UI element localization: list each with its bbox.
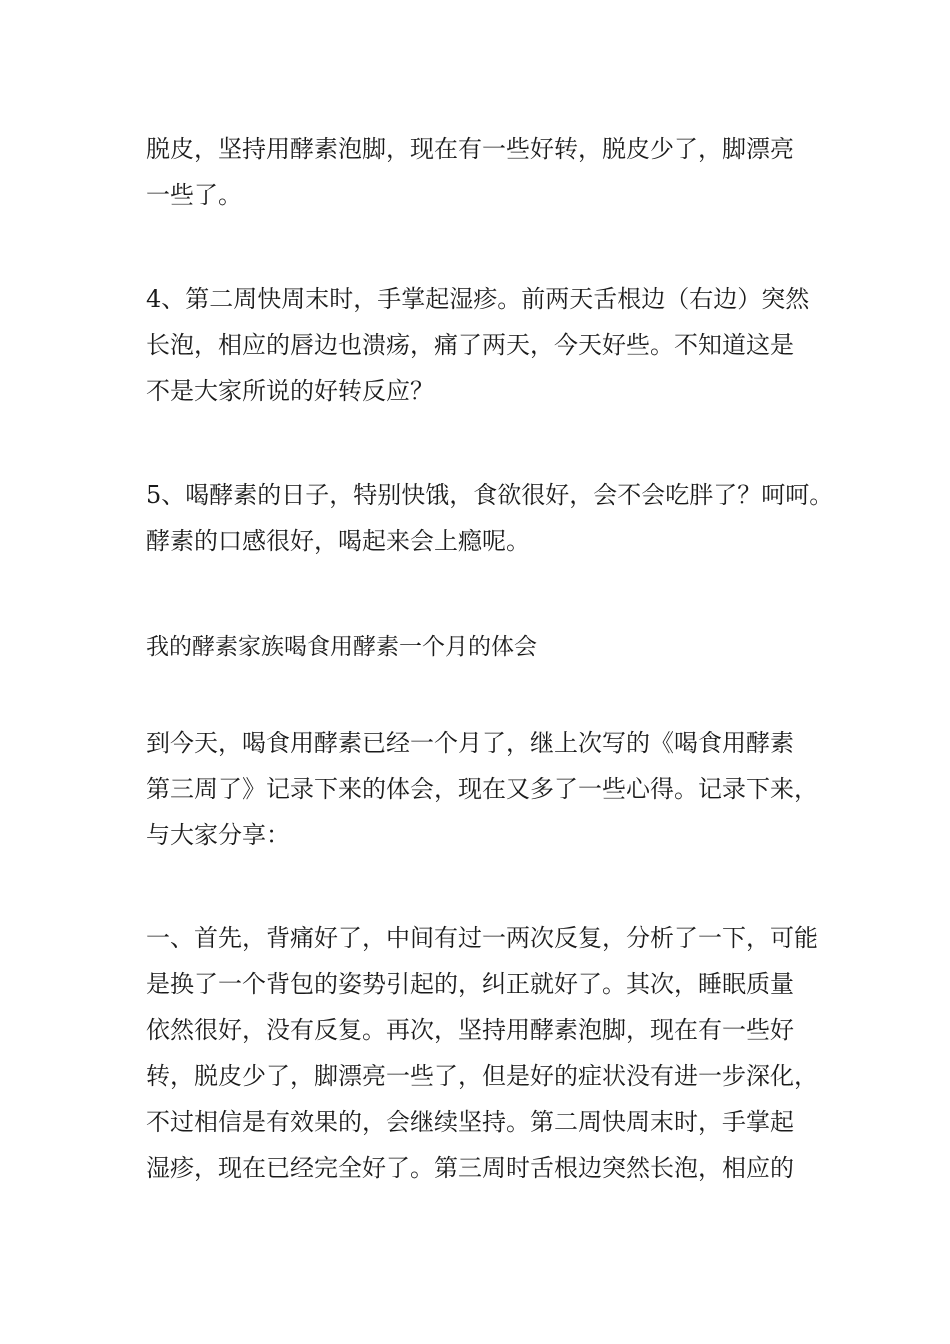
text-line: 是换了一个背包的姿势引起的，纠正就好了。其次，睡眠质量 bbox=[146, 970, 794, 998]
paragraph-item-5 bbox=[146, 472, 836, 564]
text-line: 第三周了》记录下来的体会，现在又多了一些心得。记录下来， bbox=[146, 775, 818, 803]
text-line: 转，脱皮少了，脚漂亮一些了，但是好的症状没有进一步深化， bbox=[146, 1062, 818, 1090]
text-line: 不过相信是有效果的，会继续坚持。第二周快周末时，手掌起 bbox=[146, 1108, 794, 1136]
text-line: 脱皮，坚持用酵素泡脚，现在有一些好转，脱皮少了，脚漂亮 bbox=[146, 135, 794, 163]
text-line: 一、首先，背痛好了，中间有过一两次反复，分析了一下，可能 bbox=[146, 924, 818, 952]
paragraph-item-4 bbox=[146, 276, 836, 414]
text-line: 不是大家所说的好转反应？ bbox=[146, 377, 434, 405]
text-line: 4、第二周快周末时，手掌起湿疹。前两天舌根边（右边）突然 bbox=[146, 285, 810, 313]
text-line: 湿疹，现在已经完全好了。第三周时舌根边突然长泡，相应的 bbox=[146, 1154, 794, 1182]
text-line: 与大家分享： bbox=[146, 821, 290, 849]
section-title-text: 我的酵素家族喝食用酵素一个月的体会 bbox=[146, 634, 537, 660]
text-line: 长泡，相应的唇边也溃疡，痛了两天，今天好些。不知道这是 bbox=[146, 331, 794, 359]
text-line: 一些了。 bbox=[146, 181, 242, 209]
text-line: 依然很好，没有反复。再次，坚持用酵素泡脚，现在有一些好 bbox=[146, 1016, 794, 1044]
paragraph-foot-soak bbox=[146, 126, 836, 218]
text-line: 5、喝酵素的日子，特别快饿，食欲很好，会不会吃胖了？呵呵。 bbox=[146, 481, 834, 509]
paragraph-intro bbox=[146, 720, 836, 858]
section-title bbox=[146, 624, 836, 670]
text-line: 酵素的口感很好，喝起来会上瘾呢。 bbox=[146, 527, 530, 555]
paragraph-point-1 bbox=[146, 915, 836, 1191]
text-line: 到今天，喝食用酵素已经一个月了，继上次写的《喝食用酵素 bbox=[146, 729, 794, 757]
